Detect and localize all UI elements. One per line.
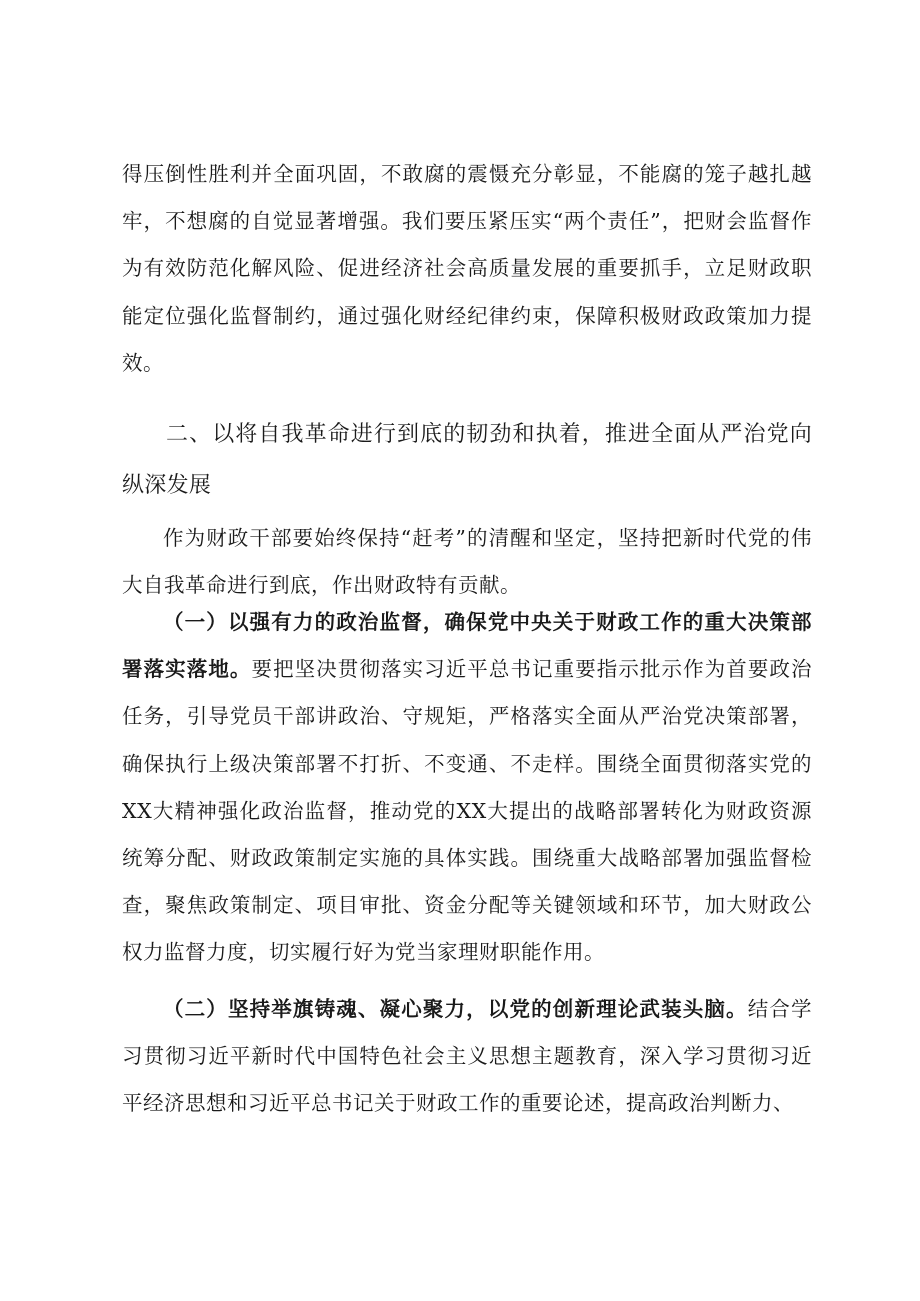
item-two-body: 结合学习贯彻习近平新时代中国特色社会主义思想主题教育，深入学习贯彻习近平经济思想和习近平总书记关于财政工作的重要论述，提高政治判断力、	[122, 997, 813, 1116]
paragraph-continuation: 得压倒性胜利并全面巩固，不敢腐的震慑充分彰显，不能腐的笼子越扎越牢，不想腐的自觉显著增强。我们要压紧压实“两个责任”，把财会监督作为有效防范化解风险、促进经济社会高质量发展的重要抓手，立足财政职能定位强化监督制约，通过强化财经纪律约束，保障积极财政政策加力提效。	[122, 162, 812, 375]
item-one-body: 要把坚决贯彻落实习近平总书记重要指示批示作为首要政治任务，引导党员干部讲政治、守规矩，严格落实全面从严治党决策部署，确保执行上级决策部署不打折、不变通、不走样。围绕全面贯彻落实党的XX大精神强化政治监督，推动党的XX大提出的战略部署转化为财政资源统筹分配、财政政策制定实施的具体实践。围绕重大战略部署加强监督检查，聚焦政策制定、项目审批、资金分配等关键领域和环节，加大财政公权力监督力度，切实履行好为党当家理财职能作用。	[122, 657, 812, 965]
item-one-paragraph	[122, 599, 812, 977]
section-intro-paragraph: 作为财政干部要始终保持“赶考”的清醒和坚定，坚持把新时代党的伟大自我革命进行到底，作出财政特有贡献。	[122, 526, 812, 598]
item-two-lead: （二）坚持举旗铸魂、凝心聚力，以党的创新理论武装头脑。	[163, 997, 748, 1021]
item-one-lead: （一）以强有力的政治监督，确保党中央关于财政工作的重大决策部署落实落地。	[122, 610, 812, 682]
section-heading: 二、以将自我革命进行到底的韧劲和执着，推进全面从严治党向纵深发展	[122, 422, 812, 498]
item-two-paragraph	[122, 986, 812, 1128]
